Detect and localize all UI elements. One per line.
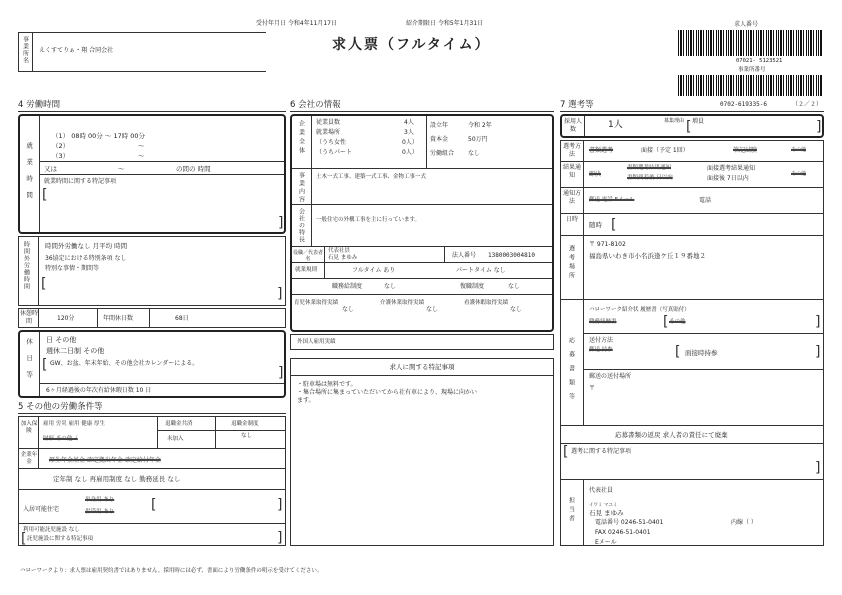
result-label: 結果通知 <box>562 164 581 179</box>
section-4-title: 4 労働時間 <box>18 100 61 110</box>
rep-title: 代表社員 <box>328 248 351 254</box>
union: なし <box>468 150 481 157</box>
holiday-days-label: 年間休日数 <box>103 315 134 322</box>
company-name-box <box>18 32 266 72</box>
overtime-box: 時間外労働時間 時間外労働なし 月平均 時間 36協定における特別条項 なし 特別な事情・期間等 [ ] <box>18 236 286 306</box>
docs-resume: 職務経歴書 <box>589 319 617 325</box>
send-struck: 郵送 持参 <box>589 347 613 353</box>
staff-label: 従業員数 <box>316 119 341 126</box>
hours-row-2: （2） <box>52 142 70 150</box>
contact-fax: FAX 0246-51-0401 <box>595 529 651 536</box>
staff-block-label: 企業全体 <box>297 120 305 156</box>
date-value: 随時 <box>589 221 602 229</box>
contact-label: 担当者 <box>567 497 575 524</box>
founded-label: 設立年 <box>430 122 449 129</box>
method-other: その他 <box>791 147 807 153</box>
mail-zip: 〒 <box>589 385 596 392</box>
date-label: 日時 <box>565 216 578 223</box>
holiday-line-2: 週休二日制 その他 <box>46 347 105 355</box>
section-5-title: 5 その他の労働条件等 <box>18 402 103 412</box>
place-label: 選考場所 <box>567 245 575 281</box>
part-label: （うちパート <box>316 149 353 156</box>
office-label: 事業所名 <box>21 36 29 64</box>
mail-place-label: 郵送の送付場所 <box>589 373 632 380</box>
holiday-days: 68日 <box>175 315 189 322</box>
retire-mutual: 未加入 <box>167 436 184 442</box>
female-count: 0人） <box>402 139 418 146</box>
reason: 増員 <box>692 118 705 125</box>
contact-name: 石見 まゆみ <box>589 509 624 517</box>
method-interview: 面接（予定 1回） <box>641 147 689 154</box>
housing-single: 単身用 あり <box>85 497 115 503</box>
holiday-label: 休日等 <box>25 338 34 388</box>
reason-label: 募集理由 <box>664 118 685 124</box>
selection-box: 選考方法 書類選考 面接（予定 1回） 筆記試験 その他 結果通知 即決 書類選考結果通知 書類到着後 日以内 面接選考結果通知 面接後 7日以内 その他 通知方法 郵送 電話 Eメール 電話 日時 随時 [ 選考場所 〒 971-8102 福島県いわき市小名浜逢ケ丘１９番地２ 応募書類等 ハローワーク紹介状 履歴書（写真貼付） 職務経歴書 [ その他 ] 送付方法 郵送 持参 [ 面接時持参 ] 郵送の送付場所 〒 応募書類の返戻 求人者の責任にて廃棄 [ 選考に関する特記事項 ] 担当者 代表社員 イワミ マユミ 石見 まゆみ 電話番号 0246-51-0401 内線（ ） FAX 0246-51-0401 Eメール <box>560 140 824 546</box>
company-info-box <box>290 114 554 332</box>
job-special-title: 求人に関する特記事項 <box>389 363 455 371</box>
site-count: 3人 <box>404 129 414 136</box>
nursing-leave: なし <box>510 306 523 313</box>
rep-label: 役職／代表者名 <box>293 250 324 263</box>
feature: 一般住宅の外構工事を主に行っています。 <box>316 217 421 223</box>
duties-label: 職務給制度 <box>332 283 363 290</box>
section-6-title: 6 会社の情報 <box>290 100 341 110</box>
corp-no-label: 法人番号 <box>452 252 477 259</box>
fulltime-rules: フルタイム あり <box>352 267 396 274</box>
docs-1: ハローワーク紹介状 履歴書（写真貼付） <box>589 307 690 313</box>
female-label: （うち女性 <box>316 139 347 146</box>
holiday-box: 休日等 日 その他 週休二日制 その他 [ GW、お盆、年末年始、その他会社カレンダーによる。 ] 6ヶ月経過後の年次有給休暇日数 10 日 <box>18 330 286 398</box>
part-count: 0人） <box>402 149 418 156</box>
job-special-line-2: ・集合場所に集まっていただいてから社有車により、現場に向かい <box>297 389 478 396</box>
rules-label: 就業規則 <box>295 267 318 273</box>
job-special-line-3: ます。 <box>297 397 315 404</box>
job-number: 07021- 5123521 <box>736 58 783 64</box>
retire-system: なし <box>241 433 253 439</box>
between-hours: の間の 時間 <box>176 165 211 173</box>
staff-count: 4人 <box>404 119 414 126</box>
docs-label: 応募書類等 <box>567 337 575 407</box>
corp-no: 1380003004810 <box>488 252 535 259</box>
rest-box <box>18 308 286 328</box>
insurance-other: 財形 その他（ <box>43 436 78 442</box>
notify-phone: 電話 <box>699 197 712 204</box>
shugyo-label: 就業時間 <box>25 142 34 208</box>
duties: なし <box>384 283 397 290</box>
child-leave-label: 育児休業取得実績 <box>294 300 339 306</box>
place-address: 福島県いわき市小名浜逢ケ丘１９番地２ <box>589 252 706 260</box>
result-interview-1: 面接選考結果通知 <box>707 165 756 172</box>
received-date: 受付年月日 令和4年11月17日 <box>256 20 337 27</box>
foreign-employment-box <box>290 334 554 350</box>
retire-mutual-label: 退職金共済 <box>165 421 193 427</box>
capital: 50万円 <box>468 136 488 143</box>
other-conditions-box: 加入保険 雇用 労災 雇用 健康 厚生 財形 その他（ 退職金共済 未加入 退職金制度 なし 企業年金 厚生年金基金 確定拠出年金 確定給付年金 定年制 なし 再雇用制度 なし 勤務延長 なし 入居可能住宅 単身用 あり 世帯用 あり [ ] 利用可能託児施設 なし [ 託児施設に関する特記事項 ] <box>18 416 286 546</box>
capital-label: 資本金 <box>430 136 449 143</box>
insurance-label: 加入保険 <box>20 421 38 434</box>
rehire-label: 復職制度 <box>460 283 485 290</box>
expiry-date: 紹介期限日 令和5年1月31日 <box>406 20 484 27</box>
care-leave-label: 介護休業取得実績 <box>380 300 425 306</box>
pension: 厚生年金基金 確定拠出年金 確定給付年金 <box>49 457 161 464</box>
job-number-label: 求人番号 <box>734 21 759 28</box>
contact-email: Eメール <box>595 539 617 546</box>
result-other: その他 <box>791 171 807 177</box>
method-label: 選考方法 <box>562 143 581 158</box>
docs-other: その他 <box>669 319 686 325</box>
page-title: 求人票（フルタイム） <box>332 37 491 53</box>
contact-tel: 電話番号 0246-51-0401 <box>595 519 664 526</box>
hours-row-1: （1） 08時 00分 〜 17時 00分 <box>52 132 146 140</box>
result-immediate: 即決 <box>589 171 602 178</box>
nursing-leave-label: 看護休暇取得実績 <box>464 300 509 306</box>
send-label: 送付方法 <box>589 337 614 344</box>
overtime-value: 時間外労働なし 月平均 時間 <box>45 242 128 250</box>
paid-leave: 6ヶ月経過後の年次有給休暇日数 10 日 <box>46 387 152 394</box>
notify-struck: 郵送 電話 Eメール <box>589 197 635 203</box>
founded: 令和 2年 <box>468 122 492 129</box>
daycare-special: 託児施設に関する特記事項 <box>27 536 94 542</box>
union-label: 労働組合 <box>430 150 455 157</box>
business: 土木一式工事、建築一式工事、金物工事一式 <box>316 174 427 180</box>
agreement-36: 36協定における特別条項 なし <box>45 255 127 262</box>
parttime-rules: パートタイム なし <box>456 267 506 274</box>
rest-value: 120分 <box>57 315 75 322</box>
select-special-label: 選考に関する特記事項 <box>571 448 632 455</box>
pension-label: 企業年金 <box>20 452 38 465</box>
hours-row-3: （3） <box>52 152 70 160</box>
or-label: 又は <box>44 165 57 173</box>
contact-ext: 内線（ ） <box>731 519 757 526</box>
daycare: 利用可能託児施設 なし <box>23 527 80 533</box>
rest-label: 休憩時間 <box>20 310 39 325</box>
housing-label: 入居可能住宅 <box>23 506 60 513</box>
contact-title: 代表社員 <box>589 487 614 494</box>
feature-label: 会社の特長 <box>297 208 305 243</box>
care-leave: なし <box>426 306 439 313</box>
notify-label: 通知方法 <box>562 190 581 205</box>
job-special-line-1: ・駐車場は無料です。 <box>297 381 357 388</box>
method-written: 筆記試験 <box>733 147 758 154</box>
send-method: 面接時持参 <box>685 349 718 357</box>
rehire: なし <box>508 283 521 290</box>
holiday-line-1: 日 その他 <box>46 336 77 344</box>
result-docs-2: 書類到着後 日以内 <box>627 175 673 181</box>
job-special-box <box>290 358 554 546</box>
method-docs: 書類選考 <box>589 147 614 154</box>
hire-label: 採用人数 <box>563 118 582 133</box>
hours-special-label: 就業時間に関する特記事項 <box>44 178 117 185</box>
result-docs-1: 書類選考結果通知 <box>627 165 672 171</box>
hire-count-box: 採用人数 1人 募集理由 [ 増員 ] <box>560 114 824 138</box>
section-7-title: 7 選考等 <box>560 100 594 110</box>
business-label: 事業内容 <box>297 172 305 204</box>
job-number-barcode <box>678 30 823 56</box>
overtime-label: 時間外労働時間 <box>22 241 30 290</box>
place-zip: 〒 971-8102 <box>589 241 626 248</box>
insurance-types: 雇用 労災 雇用 健康 厚生 <box>43 421 105 427</box>
hire-count: 1人 <box>608 120 623 130</box>
special-circumstances: 特別な事情・期間等 <box>45 265 100 272</box>
housing-family: 世帯用 あり <box>85 509 115 515</box>
result-interview-2: 面接後 7日以内 <box>707 175 749 182</box>
holiday-line-3: GW、お盆、年末年始、その他会社カレンダーによる。 <box>50 360 199 367</box>
contact-kana: イワミ マユミ <box>589 503 618 508</box>
site-label: 就業場所 <box>316 129 341 136</box>
page-indicator: （２／２） <box>792 101 823 108</box>
child-leave: なし <box>342 306 355 313</box>
retirement-info: 定年制 なし 再雇用制度 なし 勤務延長 なし <box>53 475 181 483</box>
return-note: 応募書類の返戻 求人者の責任にて廃棄 <box>615 431 728 439</box>
retire-system-label: 退職金制度 <box>231 421 259 427</box>
office-number: 0702-619335-6 <box>720 101 767 108</box>
rep-name: 石見 まゆみ <box>328 255 358 261</box>
office-number-barcode <box>678 75 823 96</box>
foreign-employment: 外国人雇用実績 <box>297 339 336 345</box>
working-hours-box: 就業時間 （1） 08時 00分 〜 17時 00分 （2） 〜 （3） 〜 又は 〜 の間の 時間 就業時間に関する特記事項 [ ] <box>18 114 286 234</box>
office-number-label: 事業所番号 <box>738 67 766 73</box>
footer-note: ハローワークより：求人票は雇用契約書ではありません。採用時には必ず、書面により労働条件の明示を受けてください。 <box>20 568 323 574</box>
company-name: えくすてりぁ・翔 合同会社 <box>39 47 114 54</box>
